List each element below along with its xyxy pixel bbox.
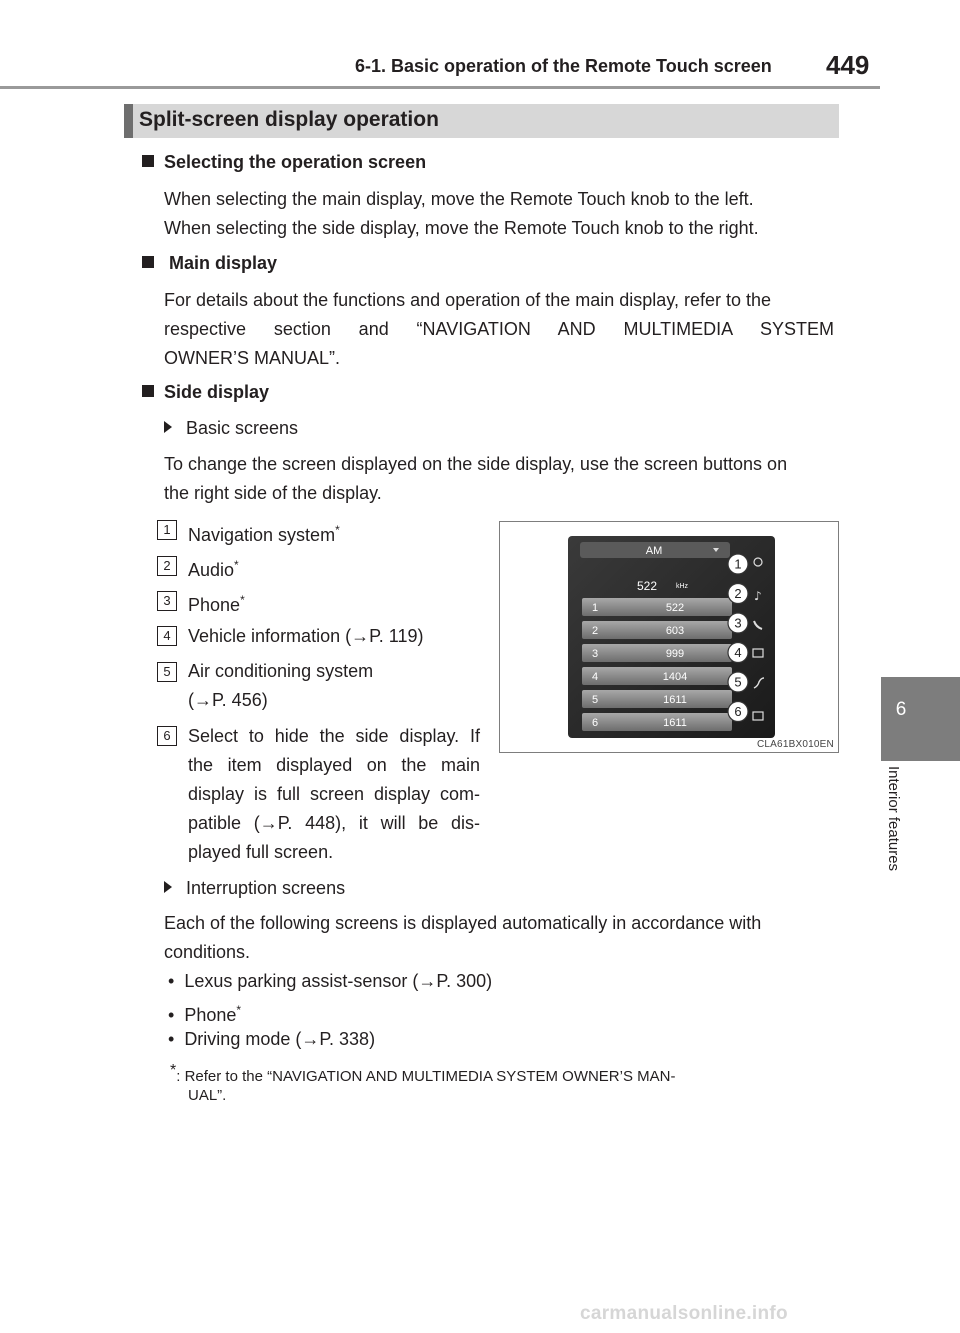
item-number-5: 5 — [157, 662, 177, 682]
subheading-selecting: Selecting the operation screen — [142, 152, 426, 173]
callout-number: 4 — [734, 645, 742, 660]
header-rule — [0, 86, 880, 89]
preset-frequency: 1611 — [663, 694, 687, 706]
footnote-line1: *: Refer to the “NAVIGATION AND MULTIMEDIA SYSTEM OWNER’S MAN- — [170, 1062, 676, 1085]
preset-number: 1 — [592, 602, 599, 614]
preset-frequency: 1611 — [663, 717, 687, 729]
item-hide-line2: the item displayed on the main — [188, 755, 480, 775]
triangle-bullet-icon — [164, 421, 172, 433]
preset-bar — [582, 667, 732, 685]
selecting-line1: When selecting the main display, move the Remote Touch knob to the left. — [164, 189, 754, 209]
item-number-4: 4 — [157, 626, 177, 646]
square-bullet-icon — [142, 385, 154, 397]
square-bullet-icon — [142, 256, 154, 268]
item-air-conditioning-line2: (→P. 456) — [188, 690, 268, 710]
item-number-6: 6 — [157, 726, 177, 746]
callout-number: 1 — [734, 556, 742, 572]
figure-caption: CLA61BX010EN — [757, 739, 834, 750]
callout-number: 3 — [734, 615, 742, 631]
item-phone: Phone* — [188, 593, 245, 615]
preset-bar — [582, 621, 732, 639]
preset-number: 6 — [592, 717, 599, 729]
bullet-parking-assist: • Lexus parking assist-sensor (→P. 300) — [168, 971, 493, 991]
main-display-line2: respective section and “NAVIGATION AND MULTIMEDIA SYSTEM — [164, 319, 834, 339]
preset-frequency: 1404 — [662, 671, 688, 683]
music-note-icon: ♪ — [754, 589, 762, 603]
item-number-3: 3 — [157, 591, 177, 611]
preset-bar — [582, 713, 732, 731]
subheading-side-display: Side display — [142, 382, 269, 403]
item-hide-line5: played full screen. — [188, 842, 334, 862]
item-vehicle-information: Vehicle information (→P. 119) — [188, 626, 424, 646]
interruption-screens-heading: Interruption screens — [164, 878, 345, 899]
item-air-conditioning-line1: Air conditioning system — [188, 661, 374, 681]
chapter-label: Interior features — [885, 766, 902, 872]
frequency-unit: kHz — [675, 583, 689, 590]
callout-number: 6 — [734, 704, 742, 719]
main-display-line1: For details about the functions and operation of the main display, refer to the — [164, 290, 772, 310]
main-display-line3: OWNER’S MANUAL”. — [164, 348, 341, 368]
callout-number: 5 — [734, 674, 742, 690]
page-number: 449 — [826, 50, 870, 80]
frequency-readout: 522 — [636, 579, 658, 593]
preset-number: 2 — [592, 625, 599, 637]
preset-number: 4 — [592, 671, 599, 683]
item-number-1: 1 — [157, 520, 177, 540]
basic-screens-heading: Basic screens — [164, 418, 298, 439]
preset-frequency: 522 — [665, 602, 685, 614]
bullet-driving-mode: • Driving mode (→P. 338) — [168, 1029, 376, 1049]
chapter-number: 6 — [895, 699, 907, 720]
side-display-figure — [499, 521, 839, 753]
preset-frequency: 999 — [665, 648, 685, 660]
source-label: AM — [645, 545, 663, 557]
side-display-line2: the right side of the display. — [164, 483, 382, 503]
square-bullet-icon — [142, 155, 154, 167]
preset-bar — [582, 644, 732, 662]
preset-bar — [582, 690, 732, 708]
preset-bar — [582, 598, 732, 616]
running-header-title: 6-1. Basic operation of the Remote Touch screen — [355, 56, 772, 76]
item-navigation-system: Navigation system* — [188, 523, 340, 545]
item-hide-line1: Select to hide the side display. If — [188, 726, 480, 746]
bullet-phone: • Phone* — [168, 1003, 242, 1025]
watermark: carmanualsonline.info — [580, 1303, 788, 1324]
item-audio: Audio* — [188, 558, 239, 580]
item-hide-line4: patible (→P. 448), it will be dis- — [188, 813, 480, 833]
preset-number: 3 — [592, 648, 599, 660]
selecting-line2: When selecting the side display, move the Remote Touch knob to the right. — [164, 218, 759, 238]
interruption-line2: conditions. — [164, 942, 251, 962]
interruption-line1: Each of the following screens is displayed automatically in accordance with — [164, 913, 762, 933]
item-number-2: 2 — [157, 556, 177, 576]
preset-frequency: 603 — [665, 625, 685, 637]
side-display-illustration — [500, 522, 838, 752]
preset-number: 5 — [592, 694, 599, 706]
side-display-line1: To change the screen displayed on the side display, use the screen buttons on — [164, 454, 788, 474]
chapter-tab-rule — [881, 760, 960, 761]
item-hide-line3: display is full screen display com- — [188, 784, 480, 804]
triangle-bullet-icon — [164, 881, 172, 893]
section-bar-accent — [124, 104, 133, 138]
section-title: Split-screen display operation — [139, 108, 439, 131]
callout-number: 2 — [734, 586, 742, 601]
subheading-main-display: Main display — [142, 253, 277, 274]
footnote-line2: UAL”. — [188, 1087, 227, 1104]
